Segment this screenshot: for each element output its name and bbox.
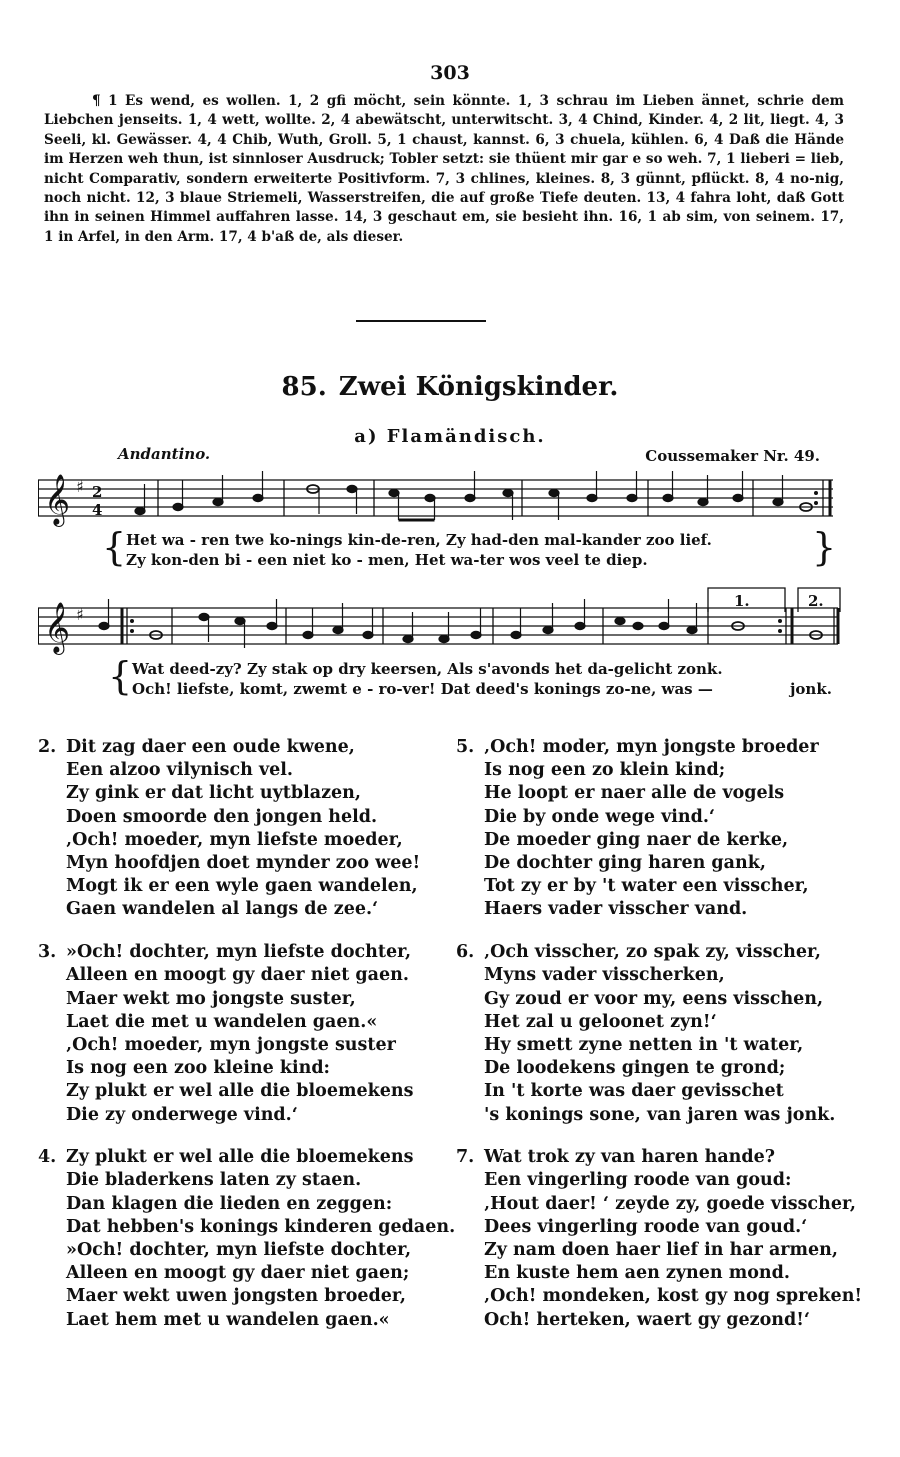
stanza-line-text: De loodekens gingen te grond;: [484, 1058, 786, 1079]
stanza-line-text: Doen smoorde den jongen held.: [66, 806, 378, 827]
stanza-line: [66, 1262, 448, 1285]
treble-clef-icon: 𝄞: [44, 602, 71, 653]
stanza-line-text: Hy smett zyne netten in 't water,: [484, 1034, 804, 1055]
lyric-brace-left: {: [102, 525, 127, 569]
stanza-line: [66, 829, 448, 852]
stanza-line: [484, 988, 866, 1011]
stanza-line: [66, 1034, 448, 1057]
stanza-line-text: Myns vader visscherken,: [484, 965, 725, 986]
stanza-line: [66, 1011, 448, 1034]
stanza-line: [66, 1104, 448, 1127]
stanza-line: [484, 964, 866, 987]
stanza-line-text: Haers vader visscher vand.: [484, 899, 748, 920]
stanza-line: [484, 1080, 866, 1103]
lyrics-block-2: [132, 659, 723, 699]
stanza-line: [484, 875, 866, 898]
sharp-icon: ♯: [76, 605, 84, 624]
stanza-line-text: ‚Och! moder, myn jongste broeder: [484, 737, 819, 757]
stanza-line-text: Die bladerkens laten zy staen.: [66, 1170, 362, 1191]
stanza-line: [66, 898, 448, 921]
stanza-number: 2.: [38, 737, 57, 757]
stanza-line: [66, 1239, 448, 1262]
song-number: 85.: [281, 372, 327, 402]
stanza-line-text: Alleen en moogt gy daer niet gaen.: [66, 965, 409, 986]
sharp-icon: ♯: [76, 477, 84, 496]
stanza-line-text: Dees vingerling roode van goud.‘: [484, 1216, 808, 1237]
stanza-first-line: [456, 736, 866, 759]
stanza-line: [484, 1309, 866, 1332]
stanza-line-text: De dochter ging haren gank,: [484, 853, 766, 874]
stanza-line-text: Zy gink er dat licht uytblazen,: [66, 783, 361, 804]
stanza-line: [66, 988, 448, 1011]
stanza-line-text: Maer wekt uwen jongsten broeder,: [66, 1286, 406, 1307]
song-title: [0, 372, 900, 402]
stanza-line-text: Myn hoofdjen doet mynder zoo wee!: [66, 853, 421, 874]
stanza-line: [484, 1034, 866, 1057]
stanza-line-text: Dat hebben's konings kinderen gedaen.: [66, 1216, 456, 1237]
music-staff-2: [38, 598, 848, 658]
song-subtitle: a) Flamändisch.: [354, 426, 546, 447]
stanza-line: [66, 1285, 448, 1308]
stanza-line: [484, 1239, 866, 1262]
stanza-number: 6.: [456, 942, 475, 963]
stanza-line-text: Laet die met u wandelen gaen.«: [66, 1011, 378, 1032]
source-reference: Coussemaker Nr. 49.: [645, 447, 820, 465]
stanza-line: [484, 1216, 866, 1239]
stanza-line: [484, 1285, 866, 1308]
lyric-line: Zy kon-den bi - een niet ko - men, Het wa-ter wos veel te diep.: [126, 551, 648, 569]
stanza-line: [66, 1169, 448, 1192]
stanza-line-text: He loopt er naer alle de vogels: [484, 783, 785, 804]
stanza-line-text: Dit zag daer een oude kwene,: [66, 737, 355, 757]
stanza-number: 5.: [456, 737, 475, 757]
stanza-number: 3.: [38, 942, 57, 963]
stanza-line: [484, 1057, 866, 1080]
stanza-line-text: »Och! dochter, myn liefste dochter,: [66, 942, 412, 963]
tempo-marking: Andantino.: [118, 445, 211, 463]
stanza-line: [484, 1169, 866, 1192]
stanza-line-text: Dan klagen die lieden en zeggen:: [66, 1193, 393, 1214]
stanza-line-text: ‚Hout daer! ‘ zeyde zy, goede visscher,: [484, 1193, 856, 1214]
stanza-number: 4.: [38, 1147, 57, 1168]
stanza-first-line: [38, 1146, 448, 1169]
stanza-line: [484, 829, 866, 852]
stanza-line-text: ‚Och! mondeken, kost gy nog spreken!: [484, 1286, 863, 1307]
stanza-line: [484, 806, 866, 829]
stanza-line-text: Mogt ik er een wyle gaen wandelen,: [66, 876, 418, 897]
footnotes: [44, 92, 844, 247]
stanza-line: [484, 1262, 866, 1285]
time-signature: 4: [92, 501, 103, 519]
stanza-line-text: Is nog een zoo kleine kind:: [66, 1058, 331, 1079]
music-staff-1: [38, 470, 838, 530]
stanza-line-text: En kuste hem aen zynen mond.: [484, 1263, 790, 1284]
stanza-line-text: ‚Och visscher, zo spak zy, visscher,: [484, 942, 822, 963]
stanza-line-text: Tot zy er by 't water een visscher,: [484, 876, 809, 897]
treble-clef-icon: 𝄞: [44, 474, 71, 525]
stanza-line: [66, 875, 448, 898]
stanza-line-text: Maer wekt mo jongste suster,: [66, 988, 356, 1009]
stanza-line-text: »Och! dochter, myn liefste dochter,: [66, 1240, 412, 1261]
stanza-line-text: Wat trok zy van haren hande?: [484, 1147, 776, 1168]
stanza: [38, 1146, 456, 1332]
song-title-text: Zwei Königskinder.: [338, 372, 619, 402]
stanza-line: [484, 782, 866, 805]
stanzas-left-column: [38, 736, 456, 1351]
stanza-line: [66, 759, 448, 782]
stanza-line-text: Zy plukt er wel alle die bloemekens: [66, 1147, 414, 1168]
stanza-line-text: Zy plukt er wel alle die bloemekens: [66, 1081, 414, 1102]
stanza-line-text: Laet hem met u wandelen gaen.«: [66, 1309, 390, 1330]
stanza: [456, 941, 866, 1127]
stanza-line: [66, 1057, 448, 1080]
stanza-line: [66, 1080, 448, 1103]
stanza: [38, 941, 448, 1127]
stanza-line: [484, 1193, 866, 1216]
stanza-line: [66, 1309, 448, 1332]
stanza-line-text: Die zy onderwege vind.‘: [66, 1104, 298, 1125]
stanza-line-text: Gy zoud er voor my, eens visschen,: [484, 988, 824, 1009]
stanza-line: [66, 1193, 448, 1216]
stanza-line: [484, 852, 866, 875]
lyric-line: Och! liefste, komt, zwemt e - ro-ver! Dat deed's konings zo-ne, was —: [132, 680, 713, 698]
stanza: [456, 1146, 866, 1332]
stanza-line-text: In 't korte was daer gevisschet: [484, 1081, 784, 1102]
lyric-ending-word: jonk.: [790, 680, 832, 698]
lyrics-block-1: [126, 530, 712, 570]
stanza-line: [66, 1216, 456, 1239]
stanza-number: 7.: [456, 1147, 475, 1168]
stanza-line-text: ‚Och! moeder, myn liefste moeder,: [66, 829, 403, 850]
lyric-brace-left: {: [108, 654, 133, 698]
stanza-line: [484, 759, 866, 782]
time-signature: 2: [92, 483, 103, 501]
page-number: 303: [430, 62, 470, 84]
ending-1-label: 1.: [734, 592, 750, 610]
lyric-brace-right: }: [812, 525, 837, 569]
ending-2-label: 2.: [808, 592, 824, 610]
stanza-line-text: Een alzoo vilynisch vel.: [66, 760, 294, 781]
stanza-line: [66, 806, 448, 829]
stanza-line-text: ‚Och! moeder, myn jongste suster: [66, 1034, 396, 1055]
lyric-line: Wat deed-zy? Zy stak op dry keersen, Als s'avonds het da-gelicht zonk.: [132, 660, 723, 678]
stanza-line: [484, 898, 866, 921]
stanza-first-line: [38, 941, 448, 964]
stanza-line: [66, 782, 448, 805]
stanza-line-text: Die by onde wege vind.‘: [484, 806, 716, 827]
stanza-line-text: Een vingerling roode van goud:: [484, 1170, 792, 1191]
stanza-line-text: 's konings sone, van jaren was jonk.: [484, 1104, 836, 1125]
stanza: [456, 736, 866, 922]
stanza-first-line: [38, 736, 448, 759]
footnotes-text: ¶ 1 Es wend, es wollen. 1, 2 gfi möcht, sein könnte. 1, 3 schrau im Lieben ännet, schrie dem Liebchen jenseits. 1, 4 wett, wollte. 2, 4 abewätscht, unterwitscht. 3, 4 Chind, Kinder. 4, 2 lit, liegt. 4, 3 Seeli, kl. Gewässer. 4, 4 Chib, Wuth, Groll. 5, 1 chaust, kannst. 6, 3 chuela, kühlen. 6, 4 Daß die Hände im Herzen weh thun, ist sinnloser Ausdruck; Tobler setzt: sie thüent mir gar e so weh. 7, 1 lieberi = lieb, nicht Comparativ, sondern erweiterte Positivform. 7, 3 chlines, kleines. 8, 3 günnt, pflückt. 8, 4 no-nig, noch nicht. 12, 3 blaue Striemeli, Wasserstreifen, die auf große Tiefe deuten. 13, 4 fahra loht, daß Gott ihn in seinen Himmel auffahren lasse. 14, 3 geschaut em, sie besieht ihn. 16, 1 ab sim, von seinem. 17, 1 in Arfel, in den Arm. 17, 4 b'aß de, als dieser.: [44, 93, 844, 245]
stanza-first-line: [456, 941, 866, 964]
lyric-line: Het wa - ren twe ko-nings kin-de-ren, Zy had-den mal-kander zoo lief.: [126, 531, 712, 549]
stanza-first-line: [456, 1146, 866, 1169]
stanza-line: [484, 1104, 866, 1127]
stanza-line-text: Het zal u geloonet zyn!‘: [484, 1011, 717, 1032]
stanza-line: [484, 1011, 866, 1034]
stanza-line-text: Zy nam doen haer lief in har armen,: [484, 1240, 838, 1261]
stanza-line: [66, 964, 448, 987]
stanza-line-text: Alleen en moogt gy daer niet gaen;: [66, 1263, 410, 1284]
stanza-line-text: Is nog een zo klein kind;: [484, 760, 726, 781]
stanza-line-text: Och! herteken, waert gy gezond!‘: [484, 1309, 811, 1330]
stanza: [38, 736, 448, 922]
section-divider: [356, 320, 486, 322]
stanzas-right-column: [456, 736, 866, 1351]
stanza-line-text: Gaen wandelen al langs de zee.‘: [66, 899, 379, 920]
stanza-line: [66, 852, 448, 875]
stanza-line-text: De moeder ging naer de kerke,: [484, 829, 789, 850]
